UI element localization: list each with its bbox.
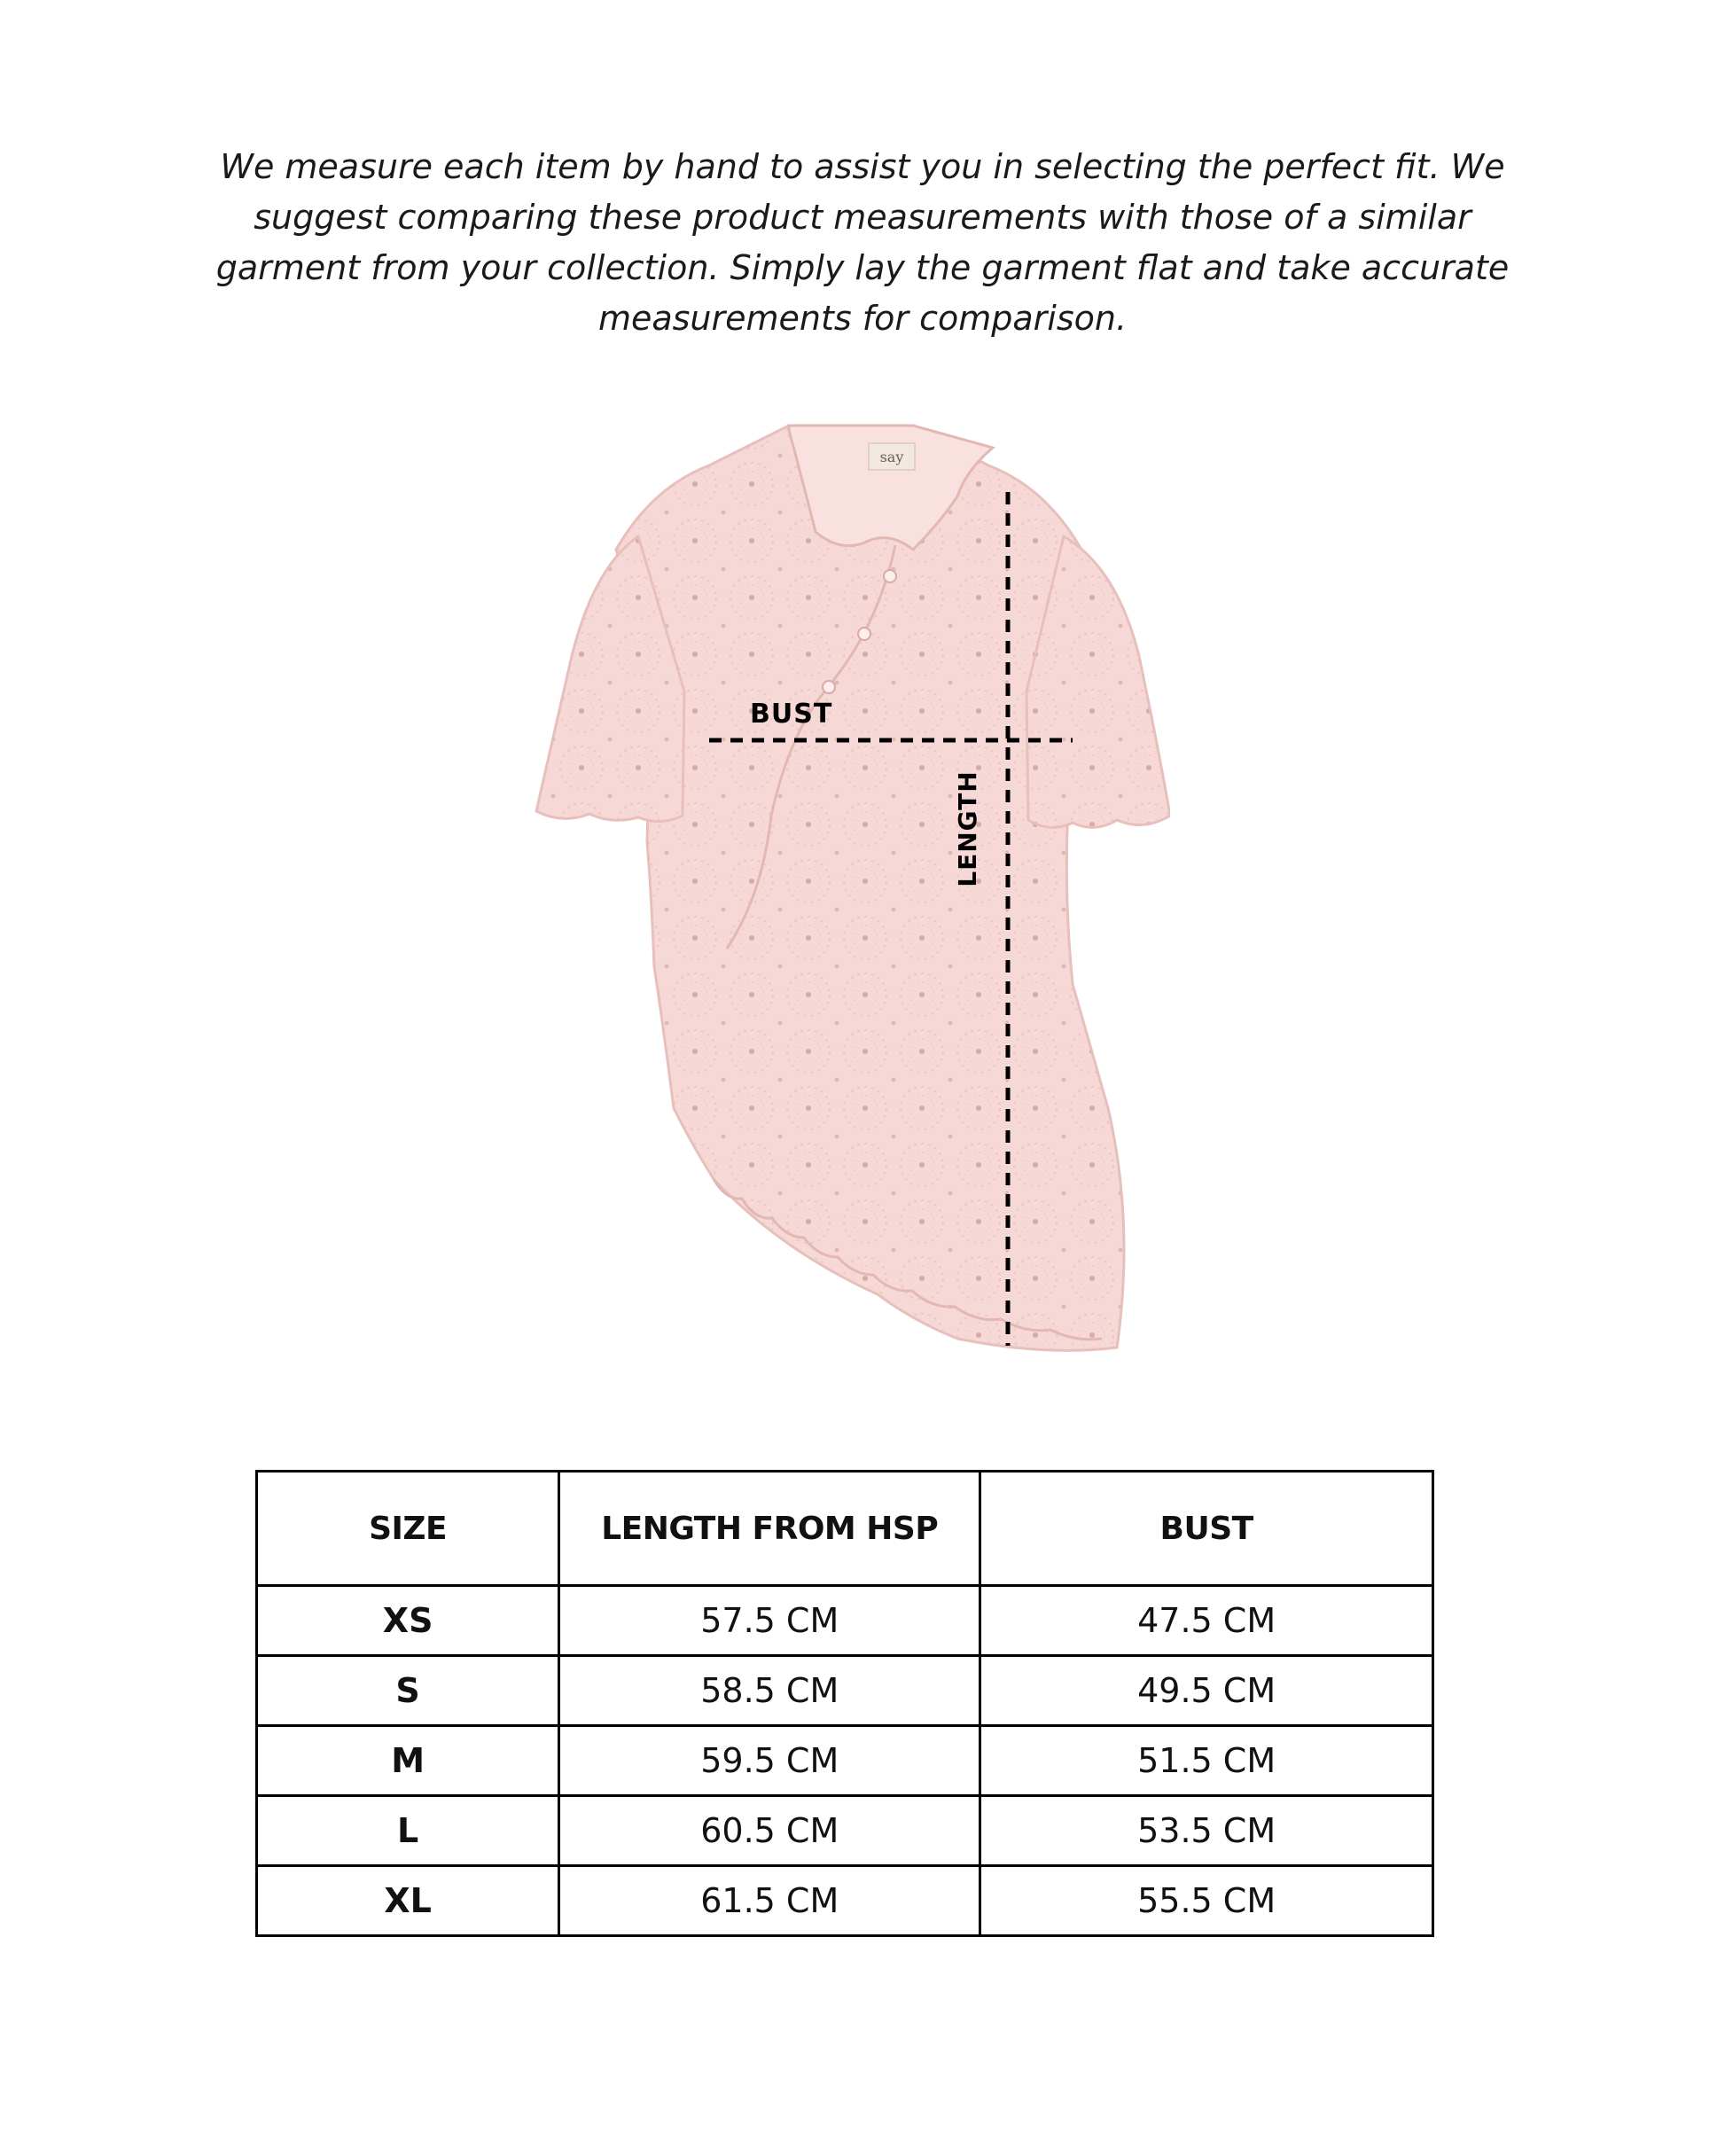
header-length-from-hsp: LENGTH FROM HSP <box>559 1472 980 1586</box>
length-cell: 57.5 CM <box>559 1586 980 1656</box>
neck-label-text: say <box>879 449 904 465</box>
table-row <box>257 1866 1433 1936</box>
size-cell: S <box>257 1656 559 1726</box>
garment-illustration <box>496 399 1170 1392</box>
table-header-row <box>257 1472 1433 1586</box>
length-label: LENGTH <box>953 770 982 887</box>
size-cell: XL <box>257 1866 559 1936</box>
bust-cell: 47.5 CM <box>980 1586 1433 1656</box>
bust-cell: 49.5 CM <box>980 1656 1433 1726</box>
size-cell: M <box>257 1726 559 1796</box>
bust-cell: 51.5 CM <box>980 1726 1433 1796</box>
size-chart-table <box>255 1470 1434 1937</box>
intro-paragraph: We measure each item by hand to assist you in selecting the perfect fit. We suggest comparing these product measurements with those of a similar garment from your collection. Simply lay the garment flat and take accurate measurements for comparison. <box>215 147 1510 338</box>
size-cell: XS <box>257 1586 559 1656</box>
button-icon <box>823 681 835 693</box>
header-size: SIZE <box>257 1472 559 1586</box>
button-icon <box>858 628 870 640</box>
button-icon <box>884 570 896 582</box>
shirt-drawing <box>496 399 1170 1392</box>
table-row <box>257 1726 1433 1796</box>
length-cell: 61.5 CM <box>559 1866 980 1936</box>
table-row <box>257 1656 1433 1726</box>
bust-label: BUST <box>750 699 833 730</box>
length-cell: 59.5 CM <box>559 1726 980 1796</box>
length-cell: 60.5 CM <box>559 1796 980 1866</box>
table-row <box>257 1586 1433 1656</box>
header-bust: BUST <box>980 1472 1433 1586</box>
bust-cell: 55.5 CM <box>980 1866 1433 1936</box>
size-cell: L <box>257 1796 559 1866</box>
length-cell: 58.5 CM <box>559 1656 980 1726</box>
bust-cell: 53.5 CM <box>980 1796 1433 1866</box>
table-row <box>257 1796 1433 1866</box>
shirt-body <box>616 426 1124 1350</box>
